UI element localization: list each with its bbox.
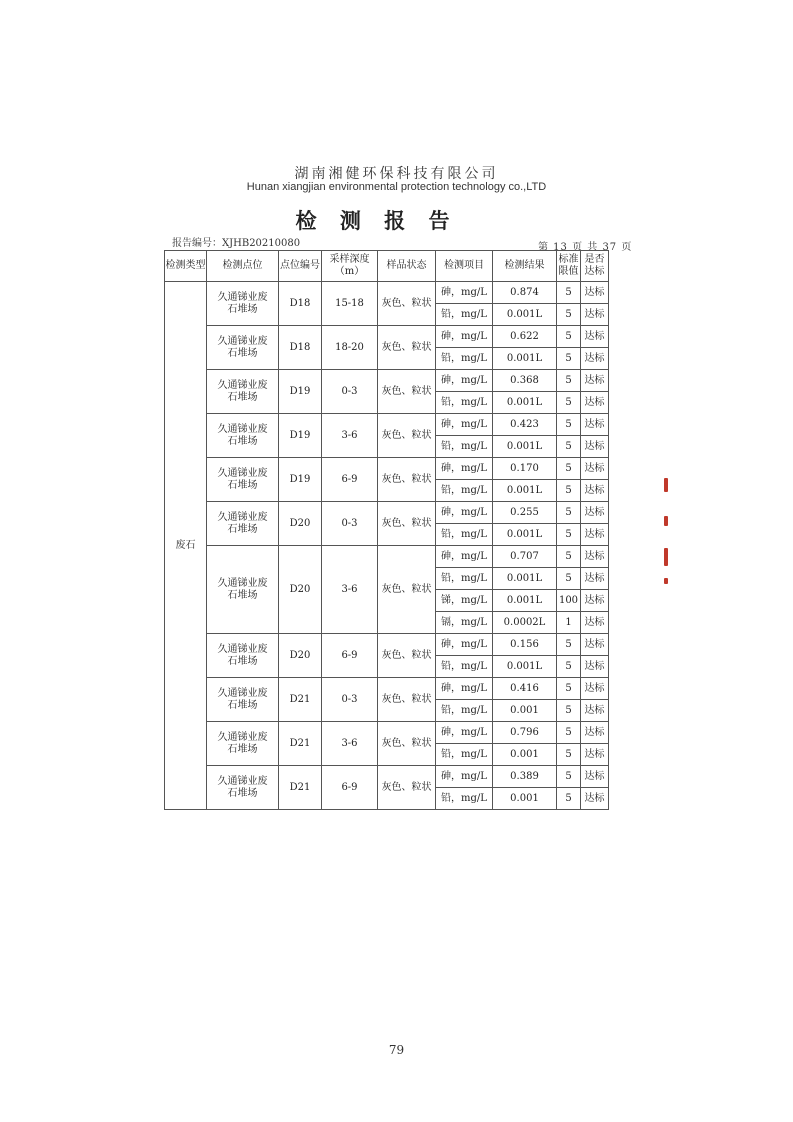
cell-pass: 达标: [581, 524, 609, 546]
cell-state: 灰色、粒状: [378, 678, 436, 722]
cell-location: 久通锑业废石堆场: [207, 502, 279, 546]
cell-limit: 5: [557, 722, 581, 744]
cell-limit: 5: [557, 634, 581, 656]
cell-limit: 5: [557, 766, 581, 788]
cell-depth: 18-20: [322, 326, 378, 370]
cell-type: 废石: [165, 282, 207, 810]
cell-result: 0.255: [493, 502, 557, 524]
table-row: [165, 282, 609, 304]
table-row: [165, 458, 609, 480]
cell-result: 0.156: [493, 634, 557, 656]
table-row: [165, 722, 609, 744]
table-row: [165, 326, 609, 348]
cell-limit: 100: [557, 590, 581, 612]
cell-depth: 0-3: [322, 370, 378, 414]
cell-pass: 达标: [581, 502, 609, 524]
cell-result: 0.001L: [493, 392, 557, 414]
cell-limit: 5: [557, 568, 581, 590]
cell-pass: 达标: [581, 458, 609, 480]
table-row: [165, 634, 609, 656]
table-row: [165, 414, 609, 436]
cell-state: 灰色、粒状: [378, 634, 436, 678]
cell-state: 灰色、粒状: [378, 458, 436, 502]
cell-limit: 5: [557, 502, 581, 524]
cell-result: 0.001L: [493, 568, 557, 590]
table-row: [165, 370, 609, 392]
page-info: 第 13 页 共 37 页: [538, 242, 633, 253]
cell-location: 久通锑业废石堆场: [207, 326, 279, 370]
cell-state: 灰色、粒状: [378, 282, 436, 326]
cell-pass: 达标: [581, 370, 609, 392]
cell-code: D20: [279, 546, 322, 634]
cell-item: 锑，mg/L: [436, 590, 493, 612]
cell-code: D19: [279, 414, 322, 458]
col-header-limit: 标准限值: [557, 251, 581, 282]
cell-depth: 6-9: [322, 634, 378, 678]
cell-location: 久通锑业废石堆场: [207, 766, 279, 810]
col-header-depth: 采样深度（m）: [322, 251, 378, 282]
cell-location: 久通锑业废石堆场: [207, 546, 279, 634]
table-row: [165, 678, 609, 700]
cell-depth: 3-6: [322, 546, 378, 634]
cell-item: 砷，mg/L: [436, 678, 493, 700]
cell-location: 久通锑业废石堆场: [207, 370, 279, 414]
cell-location: 久通锑业废石堆场: [207, 722, 279, 766]
cell-depth: 3-6: [322, 722, 378, 766]
results-table: [164, 250, 609, 810]
cell-limit: 5: [557, 370, 581, 392]
cell-depth: 15-18: [322, 282, 378, 326]
table-row: [165, 766, 609, 788]
stamp-edge-mark: [664, 478, 672, 588]
cell-pass: 达标: [581, 766, 609, 788]
cell-depth: 0-3: [322, 502, 378, 546]
cell-location: 久通锑业废石堆场: [207, 634, 279, 678]
cell-item: 铅，mg/L: [436, 744, 493, 766]
col-header-state: 样品状态: [378, 251, 436, 282]
cell-limit: 5: [557, 348, 581, 370]
cell-state: 灰色、粒状: [378, 722, 436, 766]
cell-result: 0.001L: [493, 590, 557, 612]
cell-pass: 达标: [581, 282, 609, 304]
cell-pass: 达标: [581, 546, 609, 568]
table-row: [165, 546, 609, 568]
cell-code: D21: [279, 766, 322, 810]
col-header-type: 检测类型: [165, 251, 207, 282]
cell-limit: 5: [557, 700, 581, 722]
cell-result: 0.389: [493, 766, 557, 788]
cell-result: 0.622: [493, 326, 557, 348]
cell-pass: 达标: [581, 722, 609, 744]
cell-item: 铅，mg/L: [436, 524, 493, 546]
table-row: [165, 502, 609, 524]
cell-result: 0.001L: [493, 656, 557, 678]
cell-result: 0.001: [493, 788, 557, 810]
col-header-code: 点位编号: [279, 251, 322, 282]
cell-item: 铅，mg/L: [436, 392, 493, 414]
cell-item: 铅，mg/L: [436, 348, 493, 370]
cell-depth: 6-9: [322, 766, 378, 810]
cell-pass: 达标: [581, 480, 609, 502]
company-name-en: Hunan xiangjian environmental protection technology co.,LTD: [246, 181, 547, 193]
cell-pass: 达标: [581, 326, 609, 348]
col-header-result: 检测结果: [493, 251, 557, 282]
cell-code: D19: [279, 458, 322, 502]
cell-item: 铅，mg/L: [436, 436, 493, 458]
cell-pass: 达标: [581, 414, 609, 436]
cell-limit: 5: [557, 788, 581, 810]
cell-item: 铅，mg/L: [436, 568, 493, 590]
cell-item: 砷，mg/L: [436, 722, 493, 744]
cell-result: 0.368: [493, 370, 557, 392]
cell-result: 0.0002L: [493, 612, 557, 634]
cell-limit: 5: [557, 282, 581, 304]
cell-pass: 达标: [581, 392, 609, 414]
cell-limit: 5: [557, 392, 581, 414]
cell-limit: 5: [557, 744, 581, 766]
cell-state: 灰色、粒状: [378, 766, 436, 810]
col-header-pass: 是否达标: [581, 251, 609, 282]
cell-state: 灰色、粒状: [378, 546, 436, 634]
cell-depth: 6-9: [322, 458, 378, 502]
cell-result: 0.001: [493, 744, 557, 766]
cell-result: 0.001L: [493, 524, 557, 546]
cell-pass: 达标: [581, 348, 609, 370]
table-body: [165, 282, 609, 810]
cell-item: 砷，mg/L: [436, 458, 493, 480]
col-header-location: 检测点位: [207, 251, 279, 282]
cell-pass: 达标: [581, 788, 609, 810]
cell-item: 铅，mg/L: [436, 304, 493, 326]
cell-limit: 5: [557, 480, 581, 502]
cell-result: 0.707: [493, 546, 557, 568]
cell-code: D19: [279, 370, 322, 414]
cell-result: 0.416: [493, 678, 557, 700]
cell-item: 砷，mg/L: [436, 370, 493, 392]
cell-item: 铅，mg/L: [436, 788, 493, 810]
cell-item: 砷，mg/L: [436, 414, 493, 436]
cell-state: 灰色、粒状: [378, 414, 436, 458]
cell-item: 砷，mg/L: [436, 502, 493, 524]
cell-result: 0.423: [493, 414, 557, 436]
cell-item: 镉，mg/L: [436, 612, 493, 634]
cell-item: 砷，mg/L: [436, 634, 493, 656]
table-header: [165, 251, 609, 282]
cell-limit: 5: [557, 546, 581, 568]
cell-pass: 达标: [581, 634, 609, 656]
cell-state: 灰色、粒状: [378, 502, 436, 546]
cell-result: 0.001: [493, 700, 557, 722]
cell-result: 0.170: [493, 458, 557, 480]
cell-state: 灰色、粒状: [378, 370, 436, 414]
cell-limit: 5: [557, 414, 581, 436]
page-number: 79: [388, 1043, 405, 1057]
cell-code: D20: [279, 634, 322, 678]
cell-code: D18: [279, 282, 322, 326]
company-name-cn: 湖南湘健环保科技有限公司: [294, 166, 499, 182]
cell-depth: 0-3: [322, 678, 378, 722]
cell-pass: 达标: [581, 700, 609, 722]
cell-item: 砷，mg/L: [436, 546, 493, 568]
cell-item: 铅，mg/L: [436, 480, 493, 502]
cell-depth: 3-6: [322, 414, 378, 458]
cell-limit: 5: [557, 326, 581, 348]
report-number: 报告编号：XJHB20210080: [172, 238, 301, 249]
cell-state: 灰色、粒状: [378, 326, 436, 370]
cell-item: 铅，mg/L: [436, 700, 493, 722]
cell-location: 久通锑业废石堆场: [207, 678, 279, 722]
cell-limit: 5: [557, 436, 581, 458]
cell-pass: 达标: [581, 304, 609, 326]
cell-limit: 1: [557, 612, 581, 634]
col-header-item: 检测项目: [436, 251, 493, 282]
cell-limit: 5: [557, 678, 581, 700]
cell-limit: 5: [557, 524, 581, 546]
cell-pass: 达标: [581, 678, 609, 700]
cell-pass: 达标: [581, 656, 609, 678]
cell-pass: 达标: [581, 436, 609, 458]
cell-pass: 达标: [581, 744, 609, 766]
cell-limit: 5: [557, 458, 581, 480]
report-title: 检 测 报 告: [295, 209, 458, 233]
cell-code: D21: [279, 722, 322, 766]
cell-limit: 5: [557, 304, 581, 326]
cell-code: D20: [279, 502, 322, 546]
cell-location: 久通锑业废石堆场: [207, 458, 279, 502]
cell-limit: 5: [557, 656, 581, 678]
cell-location: 久通锑业废石堆场: [207, 282, 279, 326]
cell-pass: 达标: [581, 612, 609, 634]
cell-item: 铅，mg/L: [436, 656, 493, 678]
cell-result: 0.001L: [493, 304, 557, 326]
cell-result: 0.001L: [493, 436, 557, 458]
cell-result: 0.874: [493, 282, 557, 304]
cell-item: 砷，mg/L: [436, 766, 493, 788]
cell-code: D21: [279, 678, 322, 722]
cell-pass: 达标: [581, 590, 609, 612]
cell-item: 砷，mg/L: [436, 326, 493, 348]
cell-location: 久通锑业废石堆场: [207, 414, 279, 458]
cell-result: 0.001L: [493, 348, 557, 370]
cell-code: D18: [279, 326, 322, 370]
cell-item: 砷，mg/L: [436, 282, 493, 304]
cell-result: 0.001L: [493, 480, 557, 502]
cell-pass: 达标: [581, 568, 609, 590]
cell-result: 0.796: [493, 722, 557, 744]
